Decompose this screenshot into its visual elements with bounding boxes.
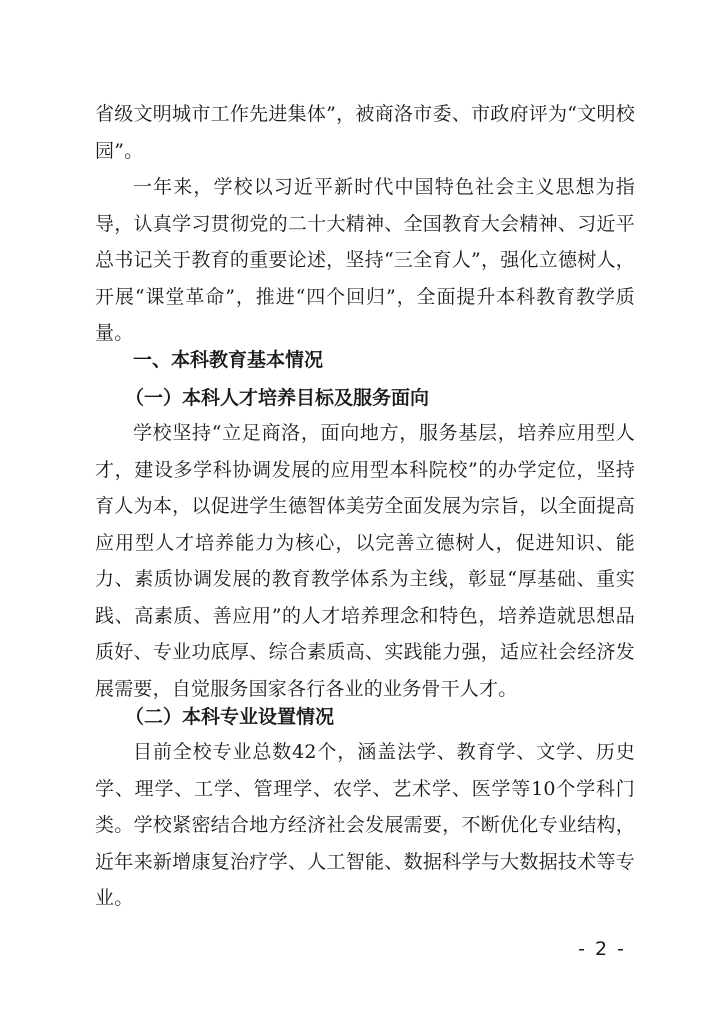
page-number: - 2 - [578,938,626,960]
paragraph-intro: 一年来，学校以习近平新时代中国特色社会主义思想为指导，认真学习贯彻党的二十大精神、全国教育大会精神、习近平总书记关于教育的重要论述，坚持“三全育人”，强化立德树人，开展“课堂革命”，推进“四个回归”，全面提升本科教育教学质量。 [95,176,635,344]
paragraph-training-goals: 学校坚持“立足商洛，面向地方，服务基层，培养应用型人才，建设多学科协调发展的应用型本科院校”的办学定位，坚持育人为本，以促进学生德智体美劳全面发展为宗旨，以全面提高应用型人才培养能力为核心，以完善立德树人，促进知识、能力、素质协调发展的教育教学体系为主线，彰显“厚基础、重实践、高素质、善应用”的人才培养理念和特色，培养造就思想品质好、专业功底厚、综合素质高、实践能力强，适应社会经济发展需要，自觉服务国家各行各业的业务骨干人才。 [95,422,635,700]
subsection-heading-majors: （二）本科专业设置情况 [125,706,335,728]
subsection-heading-training-goals: （一）本科人才培养目标及服务面向 [125,387,430,409]
paragraph-continuation: 省级文明城市工作先进集体”，被商洛市委、市政府评为“文明校园”。 [95,103,635,162]
section-heading-undergraduate-overview: 一、本科教育基本情况 [133,349,324,371]
paragraph-majors: 目前全校专业总数42个，涵盖法学、教育学、文学、历史学、理学、工学、管理学、农学、艺术学、医学等10个学科门类。学校紧密结合地方经济社会发展需要，不断优化专业结构，近年来新增康复治疗学、人工智能、数据科学与大数据技术等专业。 [95,741,635,909]
